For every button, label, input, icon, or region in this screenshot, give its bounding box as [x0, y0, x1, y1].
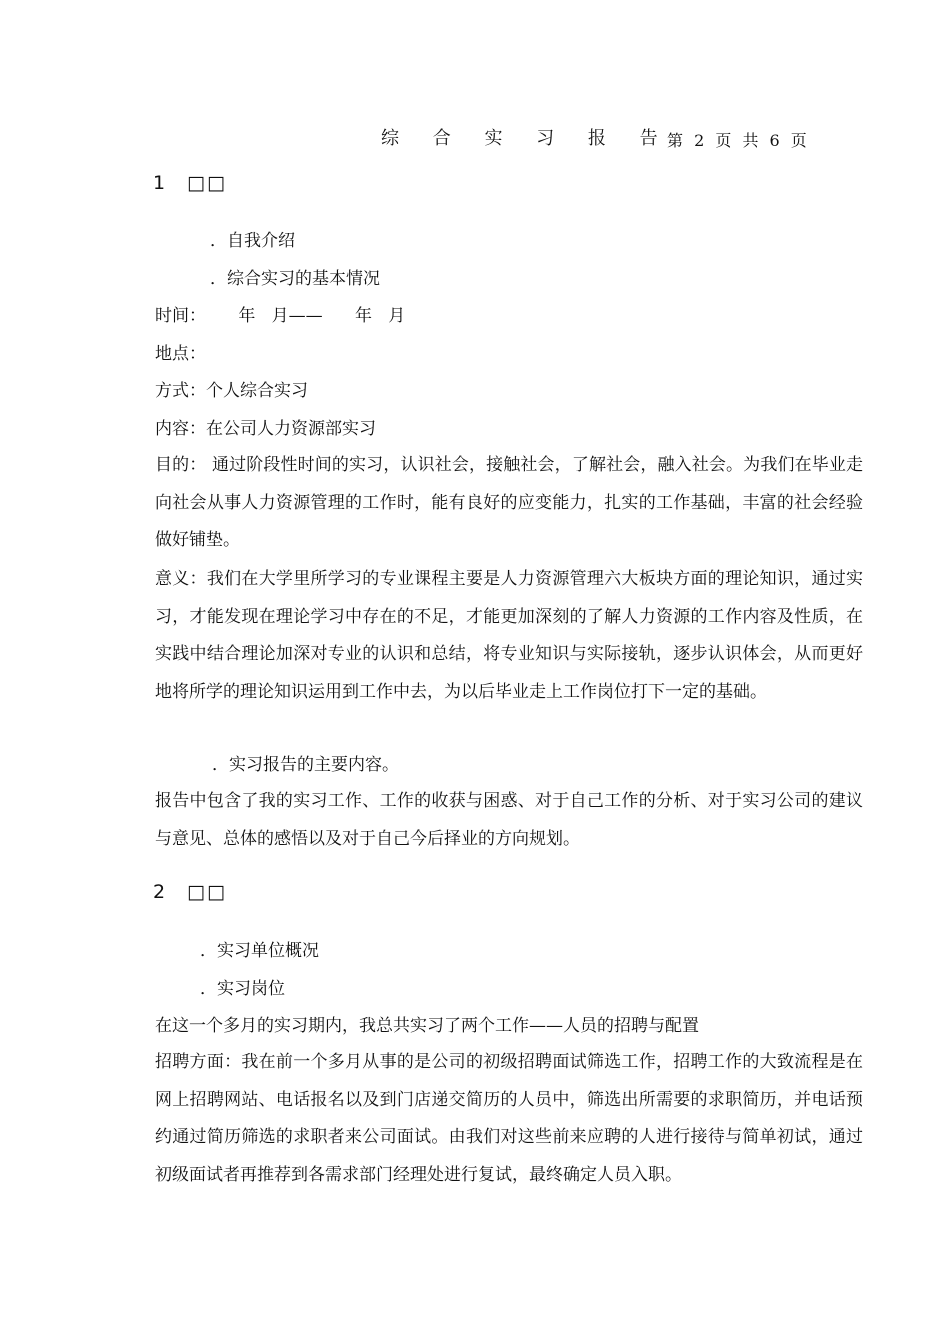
purpose-paragraph: 目的： 通过阶段性时间的实习，认识社会，接触社会，了解社会，融入社会。为我们在毕业走向社会从事人力资源管理的工作时，能有良好的应变能力，扎实的工作基础，丰富的社会经验做好铺垫。 — [155, 455, 863, 551]
meaning-paragraph: 意义：我们在大学里所学习的专业课程主要是人力资源管理六大板块方面的理论知识，通过实习，才能发现在理论学习中存在的不足，才能更加深刻的了解人力资源的工作内容及性质，在实践中结合理论加深对专业的认识和总结，将专业知识与实际接轨，逐步认识体会，从而更好地将所学的理论知识运用到工作中去，为以后毕业走上工作岗位打下一定的基础。 — [155, 569, 863, 702]
section-1-heading — [153, 172, 227, 194]
mode-line: 方式：个人综合实习 — [155, 381, 308, 401]
place-line: 地点： — [155, 344, 206, 364]
main-content-heading: ．实习报告的主要内容。 — [212, 755, 399, 775]
section-2-title: □□ — [187, 881, 227, 903]
intro-line: 在这一个多月的实习期内，我总共实习了两个工作——人员的招聘与配置 — [155, 1016, 699, 1036]
content-line: 内容：在公司人力资源部实习 — [155, 419, 376, 439]
recruitment-paragraph: 招聘方面：我在前一个多月从事的是公司的初级招聘面试筛选工作，招聘工作的大致流程是在网上招聘网站、电话报名以及到门店递交简历的人员中，筛选出所需要的求职简历，并电话预约通过简历筛选的求职者来公司面试。由我们对这些前来应聘的人进行接待与简单初试，通过初级面试者再推荐到各需求部门经理处进行复试，最终确定人员入职。 — [155, 1052, 863, 1185]
item-self-intro: ．自我介绍 — [210, 231, 295, 251]
time-line: 时间： 年 月—— 年 月 — [155, 306, 406, 326]
report-title: 综 合 实 习 报 告 — [381, 128, 672, 149]
page-indicator: 第 2 页 共 6 页 — [667, 131, 810, 150]
section-1-number: 1 — [153, 172, 166, 194]
section-2-number: 2 — [153, 881, 166, 903]
item-unit-overview: ．实习单位概况 — [200, 941, 319, 961]
section-1-title: □□ — [187, 172, 227, 194]
section-2-heading — [153, 881, 227, 903]
item-position: ．实习岗位 — [200, 979, 285, 999]
item-basic-info: ．综合实习的基本情况 — [210, 269, 380, 289]
main-content-paragraph: 报告中包含了我的实习工作、工作的收获与困惑、对于自己工作的分析、对于实习公司的建议与意见、总体的感悟以及对于自己今后择业的方向规划。 — [155, 791, 863, 849]
